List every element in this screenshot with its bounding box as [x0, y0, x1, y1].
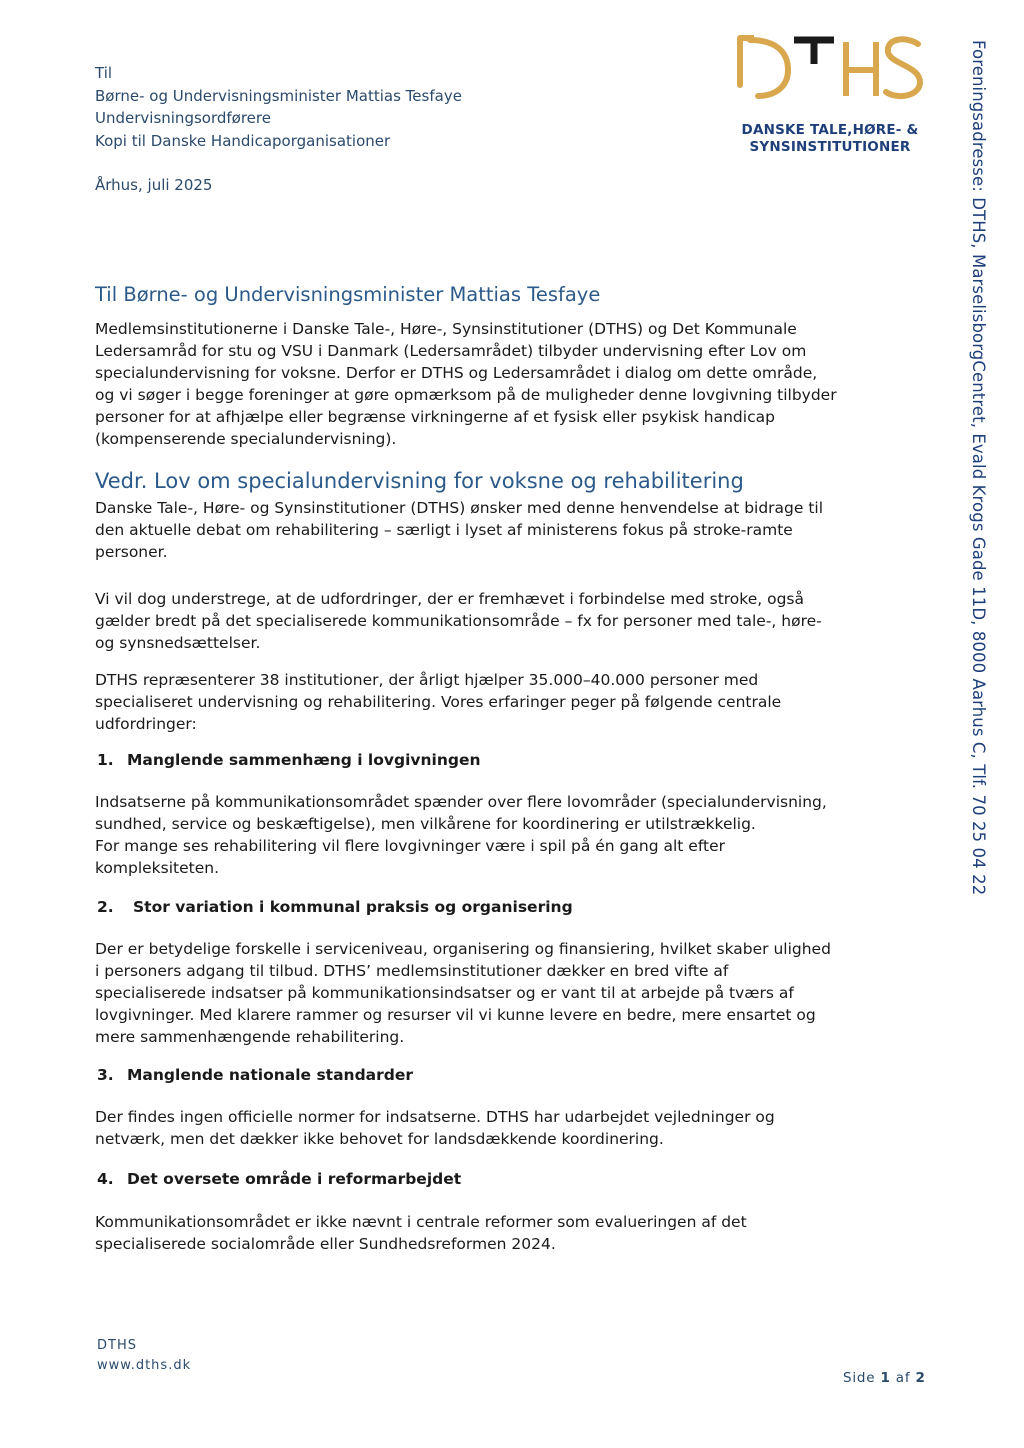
text-line: specialiseret undervisning og rehabilitering. Vores erfaringer peger på følgende centrale [95, 693, 782, 711]
text-line: Medlemsinstitutionerne i Danske Tale-, Høre-, Synsinstitutioner (DTHS) og Det Kommunale [95, 320, 797, 338]
numbered-heading [97, 1170, 461, 1188]
numbered-heading [97, 1066, 413, 1084]
section-number: 2. [97, 898, 114, 916]
letter-date: Århus, juli 2025 [95, 176, 213, 194]
text-line: Vi vil dog understrege, at de udfordringer, der er fremhævet i forbindelse med stroke, også [95, 590, 804, 608]
text-line: DTHS repræsenterer 38 institutioner, der årligt hjælper 35.000–40.000 personer med [95, 671, 759, 689]
section-number: 1. [97, 751, 114, 769]
paragraph [95, 588, 935, 654]
text-line: sundhed, service og beskæftigelse), men vilkårene for koordinering er utilstrækkelig. [95, 815, 756, 833]
section-heading: Vedr. Lov om specialundervisning for voksne og rehabilitering [95, 469, 744, 493]
section-title: Manglende sammenhæng i lovgivningen [127, 751, 481, 769]
dths-logo-mark [736, 30, 926, 105]
section-body [95, 1106, 935, 1150]
paragraph [95, 669, 935, 735]
text-line: Kommunikationsområdet er ikke nævnt i centrale reformer som evalueringen af det [95, 1213, 747, 1231]
text-line: Der er betydelige forskelle i serviceniveau, organisering og finansiering, hvilket skaber ulighed [95, 940, 831, 958]
numbered-heading [97, 898, 573, 916]
section-body [95, 938, 935, 1048]
page-current: 1 [880, 1370, 891, 1386]
page-title: Til Børne- og Undervisningsminister Mattias Tesfaye [95, 283, 601, 306]
text-line: personer. [95, 543, 168, 561]
page-separator: af [895, 1370, 911, 1386]
footer [97, 1336, 191, 1376]
text-line: og synsnedsættelser. [95, 634, 261, 652]
recipient-line: Til [95, 64, 113, 82]
text-line: specialundervisning for voksne. Derfor er DTHS og Ledersamrådet i dialog om dette område, [95, 364, 818, 382]
numbered-heading [97, 751, 481, 769]
recipient-block [95, 62, 462, 152]
text-line: Der findes ingen officielle normer for indsatserne. DTHS har udarbejdet vejledninger og [95, 1108, 775, 1126]
text-line: specialiserede indsatser på kommunikationsindsatser og er vant til at arbejde på tværs af [95, 984, 794, 1002]
text-line: personer for at afhjælpe eller begrænse virkningerne af et fysisk eller psykisk handicap [95, 408, 775, 426]
logo-subtitle-line: DANSKE TALE,HØRE- & [741, 122, 919, 138]
page-total: 2 [915, 1370, 926, 1386]
footer-website-link[interactable]: www.dths.dk [97, 1358, 192, 1373]
text-line: den aktuelle debat om rehabilitering – særligt i lyset af ministerens fokus på stroke-ramte [95, 521, 793, 539]
section-number: 4. [97, 1170, 114, 1188]
text-line: lovgivninger. Med klarere rammer og resurser vil vi kunne levere en bedre, mere ensartet og [95, 1006, 816, 1024]
text-line: i personers adgang til tilbud. DTHS’ medlemsinstitutioner dækker en bred vifte af [95, 962, 729, 980]
page-label: Side [843, 1370, 876, 1386]
recipient-line: Kopi til Danske Handicaporganisationer [95, 131, 391, 150]
text-line: For mange ses rehabilitering vil flere lovgivninger være i spil på én gang alt efter [95, 837, 725, 855]
section-title: Stor variation i kommunal praksis og organisering [133, 898, 573, 916]
text-line: Indsatserne på kommunikationsområdet spænder over flere lovområder (specialundervisning, [95, 793, 827, 811]
text-line: Danske Tale-, Høre- og Synsinstitutioner (DTHS) ønsker med denne henvendelse at bidrage til [95, 499, 824, 517]
text-line: udfordringer: [95, 715, 197, 733]
intro-paragraph [95, 318, 935, 450]
text-line: og vi søger i begge foreninger at gøre opmærksom på de muligheder denne lovgivning tilbyder [95, 386, 837, 404]
section-body [95, 791, 935, 879]
recipient-line: Børne- og Undervisningsminister Mattias Tesfaye [95, 86, 462, 105]
section-title: Manglende nationale standarder [127, 1066, 414, 1084]
section-title: Det oversete område i reformarbejdet [127, 1170, 462, 1188]
text-line: kompleksiteten. [95, 859, 220, 877]
paragraph [95, 497, 935, 563]
page-number [843, 1370, 926, 1386]
section-number: 3. [97, 1066, 114, 1084]
text-line: netværk, men det dækker ikke behovet for landsdækkende koordinering. [95, 1130, 664, 1148]
logo-subtitle-line: SYNSINSTITUTIONER [749, 139, 911, 155]
footer-org: DTHS [97, 1338, 137, 1353]
text-line: gælder bredt på det specialiserede kommunikationsområde – fx for personer med tale-, høre- [95, 612, 822, 630]
recipient-line: Undervisningsordførere [95, 109, 271, 127]
dths-logo [730, 30, 930, 160]
text-line: Ledersamråd for stu og VSU i Danmark (Ledersamrådet) tilbyder undervisning efter Lov om [95, 342, 807, 360]
logo-subtitle [730, 122, 930, 156]
text-line: specialiserede socialområde eller Sundhedsreformen 2024. [95, 1235, 556, 1253]
sidebar-address: Foreningsadresse: DTHS, MarselisborgCentret, Evald Krogs Gade 11D, 8000 Aarhus C, Tlf. 70 25 04 22 [969, 40, 988, 896]
text-line: (kompenserende specialundervisning). [95, 430, 397, 448]
text-line: mere sammenhængende rehabilitering. [95, 1028, 405, 1046]
section-body [95, 1211, 935, 1255]
